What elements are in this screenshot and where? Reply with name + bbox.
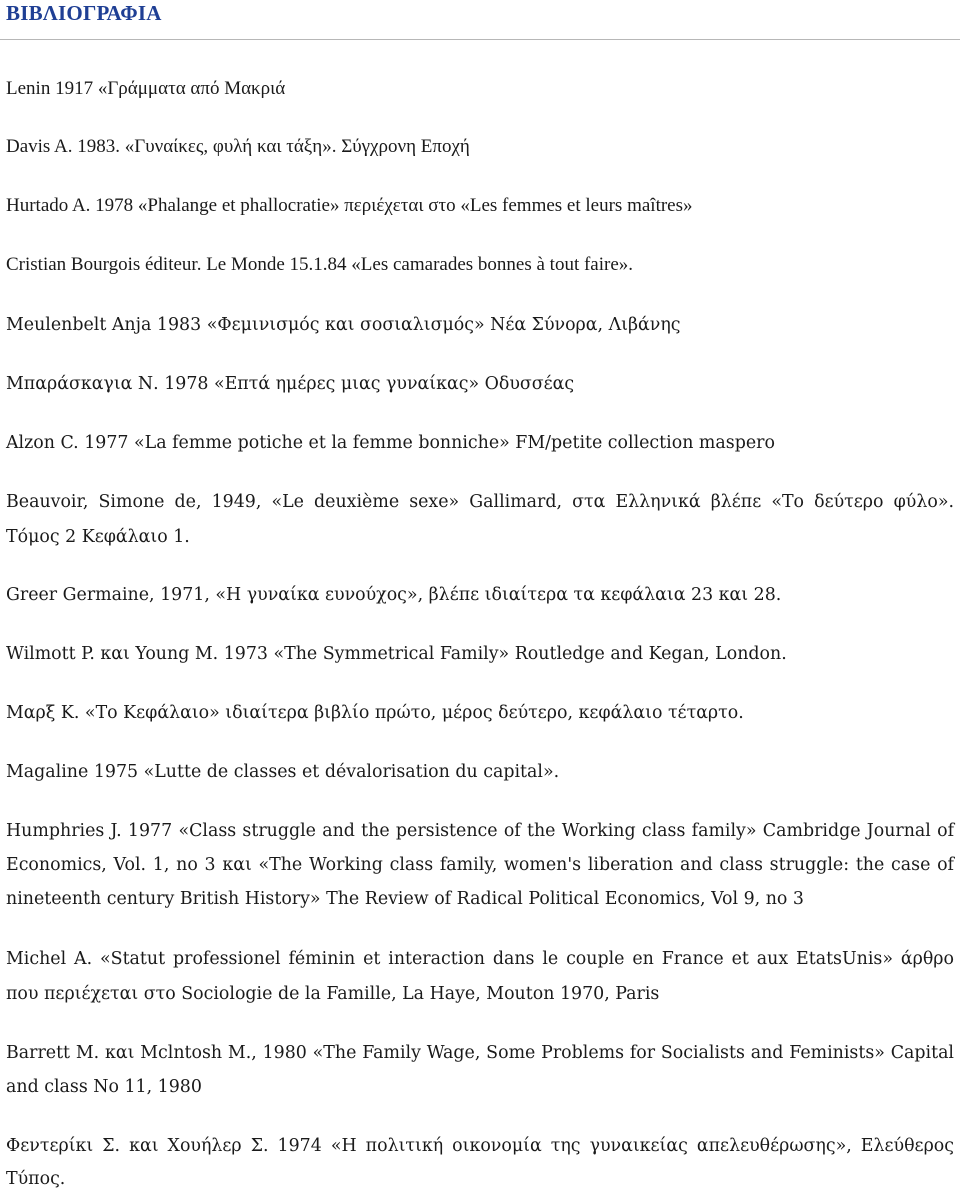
reference-line: Beauvoir, Simone de, 1949, «Le deuxième sexe» Gallimard, στα Ελληνικά βλέπε «Το δεύτερο φύλο». xyxy=(6,492,954,512)
reference-line: Greer Germaine, 1971, «Η γυναίκα ευνούχος», βλέπε ιδιαίτερα τα κεφάλαια 23 και 28. xyxy=(6,585,782,605)
reference-line: Τύπος. xyxy=(6,1169,66,1189)
reference-line: Meulenbelt Anja 1983 «Φεμινισμός και σοσιαλισμός» Νέα Σύνορα, Λιβάνης xyxy=(6,315,681,335)
reference-line: Economics, Vol. 1, no 3 και «The Working class family, women's liberation and class struggle: the case of xyxy=(6,855,954,875)
reference-line: Φεντερίκι Σ. και Χουήλερ Σ. 1974 «Η πολιτική οικονομία της γυναικείας απελευθέρωσης», Ελεύθερος xyxy=(6,1136,954,1156)
reference-line: Lenin 1917 «Γράμματα από Μακριά xyxy=(6,78,286,99)
reference-line: Cristian Bourgois éditeur. Le Monde 15.1.84 «Les camarades bonnes à tout faire». xyxy=(6,254,634,275)
reference-line: Humphries J. 1977 «Class struggle and the persistence of the Working class family» Cambridge Journal of xyxy=(6,821,954,841)
reference-line: nineteenth century British History» The Review of Radical Political Economics, Vol 9, no 3 xyxy=(6,889,804,909)
reference-line: Hurtado A. 1978 «Phalange et phallocratie» περιέχεται στο «Les femmes et leurs maîtres» xyxy=(6,195,693,216)
reference-line: Alzon C. 1977 «La femme potiche et la femme bonniche» FM/petite collection maspero xyxy=(6,433,775,453)
reference-line: Μπαράσκαγια Ν. 1978 «Επτά ημέρες μιας γυναίκας» Οδυσσέας xyxy=(6,374,575,394)
reference-line: and class No 11, 1980 xyxy=(6,1077,202,1097)
reference-line: Barrett M. και Mclntosh M., 1980 «The Family Wage, Some Problems for Socialists and Feminists» Capital xyxy=(6,1043,954,1063)
reference-line: Μαρξ Κ. «Το Κεφάλαιο» ιδιαίτερα βιβλίο πρώτο, μέρος δεύτερο, κεφάλαιο τέταρτο. xyxy=(6,703,744,723)
reference-line: Magaline 1975 «Lutte de classes et dévalorisation du capital». xyxy=(6,762,560,782)
reference-line: που περιέχεται στο Sociologie de la Famille, La Haye, Mouton 1970, Paris xyxy=(6,984,660,1004)
page-title: ΒΙΒΛΙΟΓΡΑΦΙΑ xyxy=(6,1,162,25)
reference-line: Τόμος 2 Κεφάλαιο 1. xyxy=(6,527,190,547)
reference-line: Davis A. 1983. «Γυναίκες, φυλή και τάξη». Σύγχρονη Εποχή xyxy=(6,136,470,157)
reference-line: Michel A. «Statut professionel féminin et interaction dans le couple en France et aux EtatsUnis» άρθρο xyxy=(6,949,954,969)
heading-divider xyxy=(0,39,960,40)
reference-line: Wilmott P. και Young M. 1973 «The Symmetrical Family» Routledge and Kegan, London. xyxy=(6,644,787,664)
